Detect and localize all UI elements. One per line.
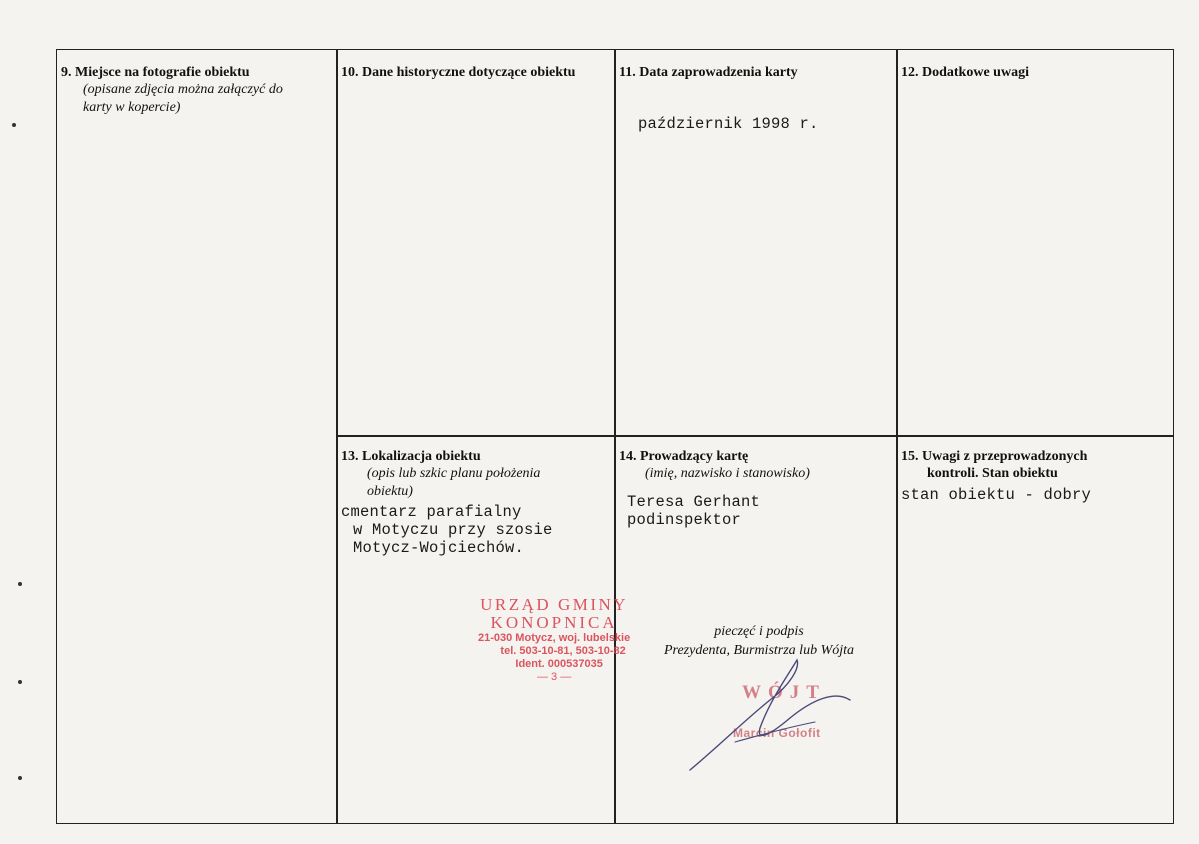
cell-card-author: [619, 448, 895, 529]
location-line: w Motyczu przy szosie: [353, 521, 553, 539]
cell-photo-location: [61, 64, 331, 117]
stamp-line: Ident. 000537035: [515, 658, 603, 670]
margin-dot: [18, 776, 22, 780]
cell-card-date: [619, 64, 895, 133]
cell-subtitle: (opis lub szkic planu położenia: [367, 466, 541, 481]
cell-subtitle: karty w kopercie): [83, 100, 181, 115]
location-line: Motycz-Wojciechów.: [353, 539, 525, 557]
cell-historical-data: [341, 64, 613, 81]
cell-title: 9. Miejsce na fotografie obiektu: [61, 65, 250, 80]
cell-subtitle: (imię, nazwisko i stanowisko): [645, 466, 810, 481]
stamp-line: — 3 —: [537, 671, 572, 683]
cell-title: 10. Dane historyczne dotyczące obiektu: [341, 65, 576, 80]
object-condition-value: stan obiektu - dobry: [901, 486, 1092, 504]
cell-title: 14. Prowadzący kartę: [619, 449, 749, 464]
cell-title: 13. Lokalizacja obiektu: [341, 449, 481, 464]
location-line: cmentarz parafialny: [341, 503, 522, 521]
author-line: Teresa Gerhant: [627, 493, 761, 511]
office-stamp: [478, 596, 630, 684]
cell-title: kontroli. Stan obiektu: [927, 466, 1058, 481]
margin-dot: [18, 582, 22, 586]
seal-caption-line: Prezydenta, Burmistrza lub Wójta: [663, 643, 855, 658]
cell-additional-notes: [901, 64, 1171, 81]
grid-divider: [896, 50, 898, 823]
seal-caption: [650, 622, 868, 660]
card-date-value: październik 1998 r.: [638, 115, 819, 133]
grid-divider: [336, 50, 338, 823]
stamp-line: tel. 503-10-81, 503-10-82: [500, 645, 626, 657]
stamp-line: KONOPNICA: [490, 613, 618, 632]
cell-object-location: [341, 448, 613, 557]
margin-dot: [12, 123, 16, 127]
stamp-line: URZĄD GMINY: [480, 595, 629, 614]
author-line: podinspektor: [627, 511, 742, 529]
stamp-line: 21-030 Motycz, woj. lubelskie: [478, 632, 631, 644]
form-grid: [56, 49, 1174, 824]
margin-dot: [18, 680, 22, 684]
cell-subtitle: obiektu): [367, 484, 413, 499]
wojt-seal: WÓJT: [742, 682, 826, 703]
cell-title: 15. Uwagi z przeprowadzonych: [901, 449, 1088, 464]
wojt-seal-name: Marcin Gołofit: [733, 726, 821, 740]
cell-title: 12. Dodatkowe uwagi: [901, 65, 1029, 80]
cell-subtitle: (opisane zdjęcia można załączyć do: [83, 82, 283, 97]
cell-inspection-notes: [901, 448, 1171, 504]
seal-caption-line: pieczęć i podpis: [714, 624, 804, 639]
grid-divider: [614, 50, 616, 823]
cell-title: 11. Data zaprowadzenia karty: [619, 65, 798, 80]
grid-divider: [336, 435, 1174, 437]
